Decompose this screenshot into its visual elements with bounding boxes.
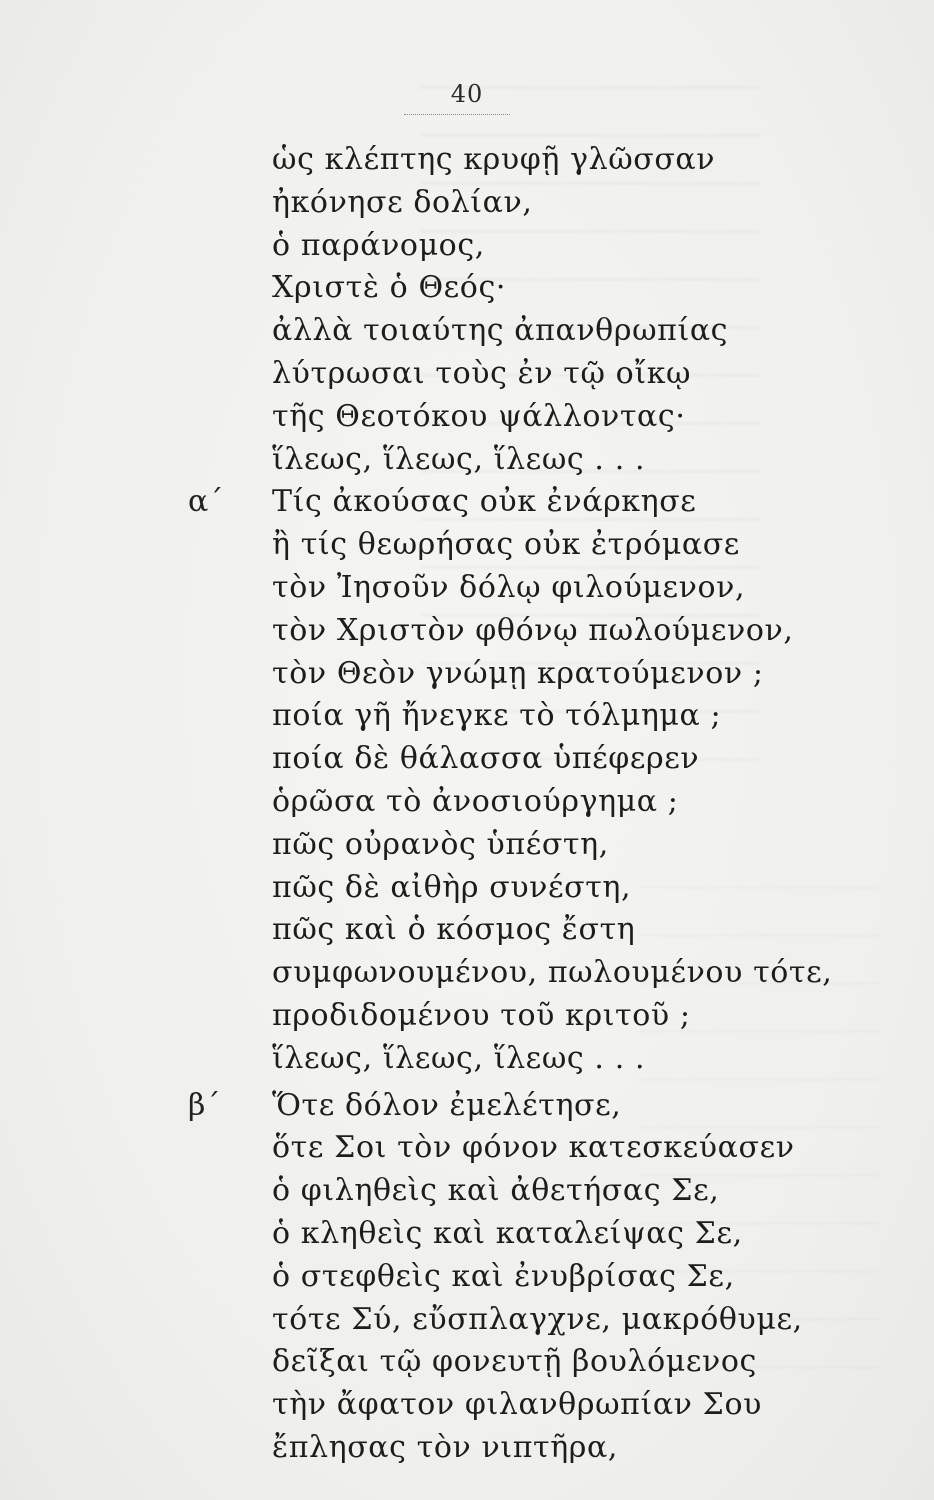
poem-line: τὸν Ἰησοῦν δόλῳ φιλούμενον, — [272, 570, 746, 605]
stanza-marker: β΄ — [188, 1088, 221, 1123]
poem-line: Ὅτε δόλον ἐμελέτησε, — [272, 1088, 622, 1123]
poem-line: τὴν ἄφατον φιλανθρωπίαν Σου — [272, 1387, 762, 1422]
poem-line: ἵλεως, ἵλεως, ἵλεως . . . — [272, 442, 646, 477]
poem-line: ἀλλὰ τοιαύτης ἀπανθρωπίας — [272, 313, 729, 348]
poem-line: ὅτε Σοι τὸν φόνον κατεσκεύασεν — [272, 1130, 795, 1165]
poem-line: Τίς ἀκούσας οὐκ ἐνάρκησε — [272, 484, 697, 519]
poem-line: τότε Σύ, εὔσπλαγχνε, μακρόθυμε, — [272, 1302, 803, 1337]
poem-line: πῶς δὲ αἰθὴρ συνέστη, — [272, 870, 632, 905]
poem-line: ποία δὲ θάλασσα ὑπέφερεν — [272, 741, 700, 776]
poem-line: προδιδομένου τοῦ κριτοῦ ; — [272, 998, 691, 1033]
poem-line: ὁρῶσα τὸ ἀνοσιούργημα ; — [272, 784, 679, 819]
poem-line: συμφωνουμένου, πωλουμένου τότε, — [272, 955, 833, 990]
poem-line: ἔπλησας τὸν νιπτῆρα, — [272, 1430, 619, 1465]
poem-line: ὁ φιληθεὶς καὶ ἀθετήσας Σε, — [272, 1173, 720, 1208]
poem-line: ἠκόνησε δολίαν, — [272, 185, 533, 220]
poem-line: πῶς οὐρανὸς ὑπέστη, — [272, 827, 609, 862]
poem-line: πῶς καὶ ὁ κόσμος ἔστη — [272, 912, 636, 947]
poem-line: ποία γῆ ἤνεγκε τὸ τόλμημα ; — [272, 698, 722, 733]
stanza-marker: α΄ — [188, 484, 224, 519]
page-number-rule — [404, 114, 510, 115]
poem-line: τῆς Θεοτόκου ψάλλοντας· — [272, 399, 686, 434]
poem-line: δεῖξαι τῷ φονευτῇ βουλόμενος — [272, 1344, 757, 1379]
poem-line: Χριστὲ ὁ Θεός· — [272, 270, 507, 305]
poem-line: ὁ στεφθεὶς καὶ ἐνυβρίσας Σε, — [272, 1259, 735, 1294]
poem-line: ἵλεως, ἵλεως, ἵλεως . . . — [272, 1041, 646, 1076]
poem-line: ὁ κληθεὶς καὶ καταλείψας Σε, — [272, 1216, 743, 1251]
poem-line: λύτρωσαι τοὺς ἐν τῷ οἴκῳ — [272, 356, 692, 391]
poem-line: τὸν Θεὸν γνώμῃ κρατούμενον ; — [272, 656, 764, 691]
poem-line: τὸν Χριστὸν φθόνῳ πωλούμενον, — [272, 613, 794, 648]
poem-line: ὡς κλέπτης κρυφῇ γλῶσσαν — [272, 142, 716, 177]
page-number: 40 — [450, 80, 484, 108]
poem-line: ὁ παράνομος, — [272, 228, 485, 263]
poem-line: ἢ τίς θεωρήσας οὐκ ἐτρόμασε — [272, 527, 740, 562]
